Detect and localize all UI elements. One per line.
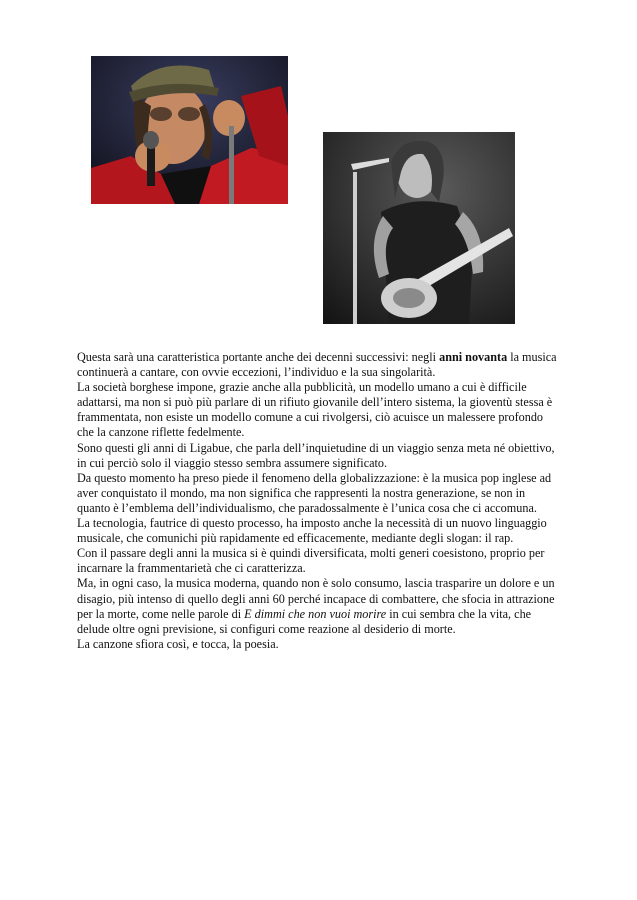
paragraph-text: La società borghese impone, grazie anche alla pubblicità, un modello umano a cui è difficile adattarsi, ma non si può più parlare di un rifiuto giovanile dell’intero sistema, la gioventù stessa è frammentata, non esiste un modello comune a cui rivolgersi, ciò acuisce un malessere profondo che la canzone riflette fedelmente.	[77, 380, 553, 440]
singer-photo-color	[91, 56, 288, 204]
paragraph	[77, 350, 557, 380]
paragraph-text: Con il passare degli anni la musica si è quindi diversificata, molti generi coesistono, proprio per incarnare la frammentarietà che ci caratterizza.	[77, 546, 545, 576]
paragraph-text: la musica continuerà a cantare, con ovvie eccezioni, l’individuo e la sua singolarità.	[77, 350, 557, 380]
singer-with-guitar-image	[323, 132, 515, 324]
paragraph	[77, 380, 557, 440]
paragraph	[77, 546, 557, 576]
paragraph	[77, 441, 557, 471]
paragraph-text: Sono questi gli anni di Ligabue, che parla dell’inquietudine di un viaggio senza meta né obiettivo, in cui perciò solo il viaggio stesso sembra assumere significato.	[77, 440, 555, 470]
paragraph	[77, 576, 557, 636]
paragraph	[77, 637, 557, 652]
paragraph-text: La canzone sfiora così, e tocca, la poesia.	[77, 636, 279, 651]
article-body	[77, 350, 557, 652]
paragraph-text: Ma, in ogni caso, la musica moderna, quando non è solo consumo, lascia trasparire un dolore e un disagio, più intenso di quello degli anni 60 perché incapace di combattere, che sfocia in attrazione per la morte, come nelle parole di	[77, 576, 555, 621]
paragraph-text: Questa sarà una caratteristica portante anche dei decenni successivi: negli	[77, 350, 440, 364]
paragraph-text: in cui sembra che la vita, che delude oltre ogni previsione, si configuri come reazione al desiderio di morte.	[77, 606, 532, 636]
paragraph	[77, 516, 557, 546]
paragraph-text: La tecnologia, fautrice di questo processo, ha imposto anche la necessità di un nuovo linguaggio musicale, che comunichi più rapidamente ed efficacemente, mediante degli slogan: il rap.	[77, 516, 547, 546]
bold-text: anni novanta	[439, 350, 508, 364]
singer-photo-bw	[323, 132, 515, 324]
italic-title: E dimmi che non vuoi morire	[244, 606, 387, 621]
paragraph	[77, 471, 557, 516]
paragraph-text: Da questo momento ha preso piede il fenomeno della globalizzazione: è la musica pop inglese ad aver conquistato il mondo, ma non significa che rappresenti la nostra generazione, se non in quanto è l’emblema dell’individualismo, che paradossalmente è l’unica cosa che ci accomuna.	[77, 470, 552, 515]
singer-with-cap-image	[91, 56, 288, 204]
